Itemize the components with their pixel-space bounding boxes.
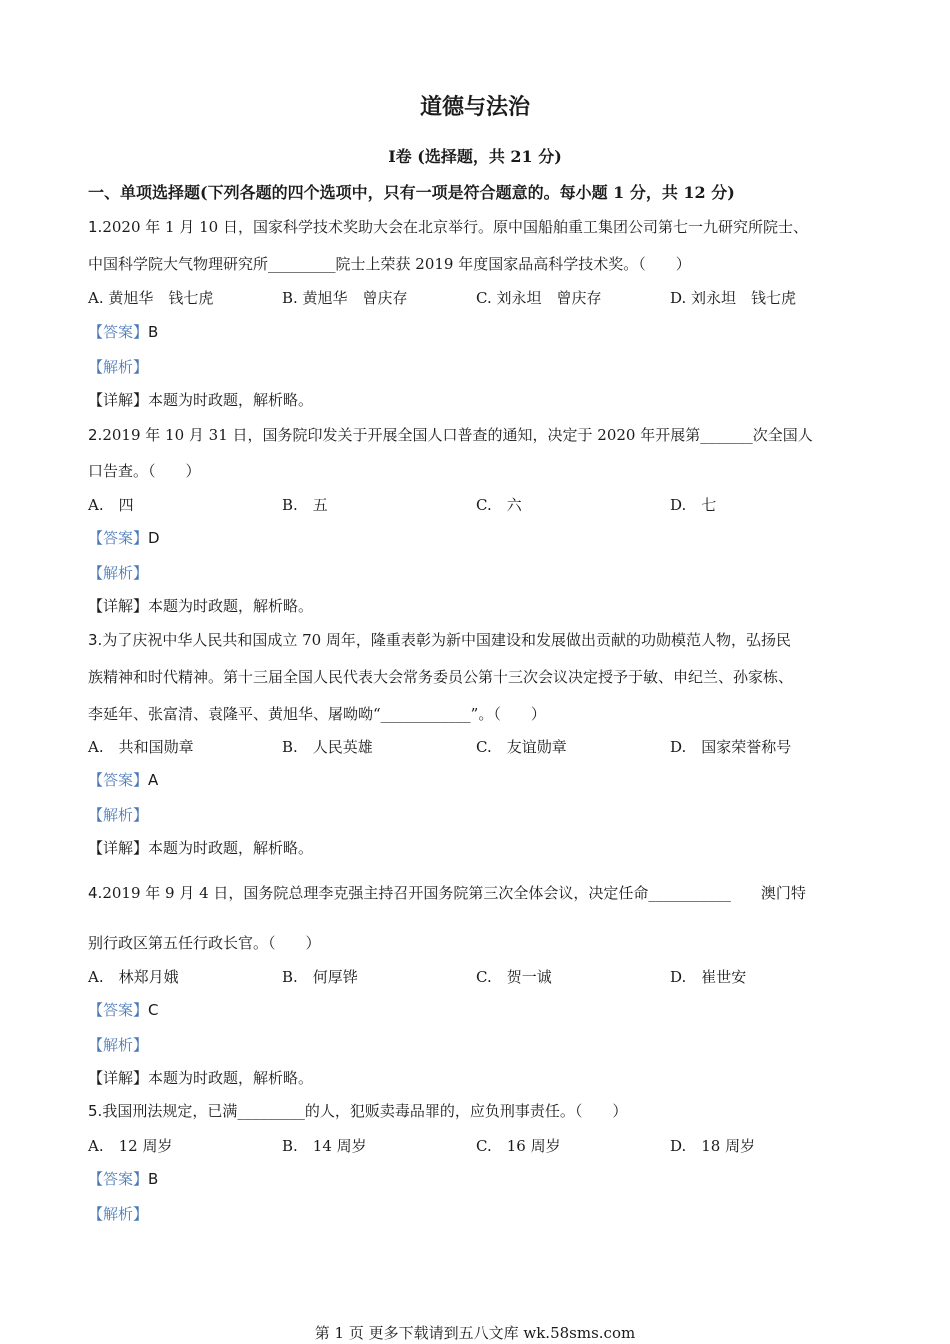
question-1-option-b: B. 黄旭华 曾庆存	[282, 289, 408, 307]
question-1-option-c: C. 刘永坦 曾庆存	[476, 289, 602, 307]
volume-subtitle: Ⅰ卷 (选择题，共 21 分)	[388, 147, 562, 166]
question-2-number: 2.	[88, 426, 103, 444]
answer-value: A	[148, 771, 159, 789]
question-4-option-b: B. 何厚铧	[282, 968, 358, 986]
detail-label: 【详解】	[88, 391, 149, 409]
question-1-line-1	[88, 216, 808, 237]
question-2-option-d: D. 七	[670, 496, 717, 514]
question-4-analysis-label: 【解析】	[88, 1036, 149, 1054]
question-4-line-1	[88, 882, 806, 903]
question-3-line-3: 李延年、张富清、袁隆平、黄旭华、屠呦呦“____________”。（ ）	[88, 705, 546, 723]
question-3-line-1	[88, 629, 791, 650]
answer-value: B	[148, 323, 159, 341]
question-1-line-2: 中国科学院大气物理研究所_________院士上荣获 2019 年度国家品高科学技术奖。（ ）	[88, 255, 691, 273]
question-2-detail	[88, 595, 313, 616]
answer-label: 【答案】	[88, 1001, 149, 1019]
question-5-option-b: B. 14 周岁	[282, 1137, 367, 1155]
question-2-line-2: 口告查。（ ）	[88, 462, 201, 480]
question-3-option-d: D. 国家荣誉称号	[670, 738, 792, 756]
question-5-option-c: C. 16 周岁	[476, 1137, 561, 1155]
question-1-text-1: 2020 年 1 月 10 日，国家科学技术奖助大会在北京举行。原中国船舶重工集团公司第七一九研究所院士、	[102, 218, 808, 236]
question-4-answer	[88, 999, 159, 1020]
question-3-option-b: B. 人民英雄	[282, 738, 373, 756]
question-2-option-a: A. 四	[88, 496, 134, 514]
question-2-line-1	[88, 424, 813, 445]
detail-text: 本题为时政题，解析略。	[148, 391, 314, 409]
page-footer: 第 1 页 更多下载请到五八文库 wk.58sms.com	[314, 1324, 636, 1342]
detail-label: 【详解】	[88, 1069, 149, 1087]
question-2-analysis-label: 【解析】	[88, 564, 149, 582]
section-heading: 一、单项选择题(下列各题的四个选项中，只有一项是符合题意的。每小题 1 分，共 12 分)	[88, 183, 735, 202]
question-1-option-d: D. 刘永坦 钱七虎	[670, 289, 797, 307]
question-3-option-c: C. 友谊勋章	[476, 738, 567, 756]
question-5-analysis-label: 【解析】	[88, 1205, 149, 1223]
detail-label: 【详解】	[88, 839, 149, 857]
question-1-answer	[88, 321, 158, 342]
answer-label: 【答案】	[88, 529, 149, 547]
question-3-option-a: A. 共和国勋章	[88, 738, 194, 756]
document-title: 道德与法治	[419, 94, 530, 120]
detail-label: 【详解】	[88, 597, 149, 615]
answer-value: B	[148, 1170, 159, 1188]
question-4-option-c: C. 贺一诚	[476, 968, 552, 986]
question-4-number: 4.	[88, 884, 103, 902]
question-5-option-a: A. 12 周岁	[88, 1137, 173, 1155]
question-3-number: 3.	[88, 631, 103, 649]
question-5-line-1	[88, 1100, 627, 1121]
question-4-option-a: A. 林郑月娥	[88, 968, 179, 986]
detail-text: 本题为时政题，解析略。	[148, 1069, 314, 1087]
question-3-text-1: 为了庆祝中华人民共和国成立 70 周年，隆重表彰为新中国建设和发展做出贡献的功勋模范人物，弘扬民	[102, 631, 791, 649]
question-3-answer	[88, 769, 158, 790]
question-3-analysis-label: 【解析】	[88, 806, 149, 824]
answer-value: C	[148, 1001, 159, 1019]
question-2-option-c: C. 六	[476, 496, 522, 514]
answer-value: D	[148, 529, 160, 547]
question-4-option-d: D. 崔世安	[670, 968, 747, 986]
question-5-answer	[88, 1168, 158, 1189]
detail-text: 本题为时政题，解析略。	[148, 597, 314, 615]
question-3-line-2: 族精神和时代精神。第十三届全国人民代表大会常务委员公第十三次会议决定授予于敏、申纪兰、孙家栋、	[88, 668, 794, 686]
question-4-detail	[88, 1067, 313, 1088]
question-1-option-a: A. 黄旭华 钱七虎	[88, 289, 214, 307]
question-5-option-d: D. 18 周岁	[670, 1137, 756, 1155]
question-2-answer	[88, 527, 160, 548]
answer-label: 【答案】	[88, 323, 149, 341]
question-1-detail	[88, 389, 313, 410]
question-5-text-1: 我国刑法规定，已满_________的人，犯贩卖毒品罪的，应负刑事责任。（ ）	[102, 1102, 628, 1120]
question-4-text-1: 2019 年 9 月 4 日，国务院总理李克强主持召开国务院第三次全体会议，决定任命___________ 澳门特	[102, 884, 806, 902]
detail-text: 本题为时政题，解析略。	[148, 839, 314, 857]
question-3-detail	[88, 837, 313, 858]
answer-label: 【答案】	[88, 1170, 149, 1188]
answer-label: 【答案】	[88, 771, 149, 789]
question-2-option-b: B. 五	[282, 496, 328, 514]
question-1-analysis-label: 【解析】	[88, 358, 149, 376]
question-5-number: 5.	[88, 1102, 103, 1120]
question-1-number: 1.	[88, 218, 103, 236]
question-4-line-2: 别行政区第五任行政长官。（ ）	[88, 934, 321, 952]
question-2-text-1: 2019 年 10 月 31 日，国务院印发关于开展全国人口普查的通知，决定于 2020 年开展第_______次全国人	[102, 426, 813, 444]
